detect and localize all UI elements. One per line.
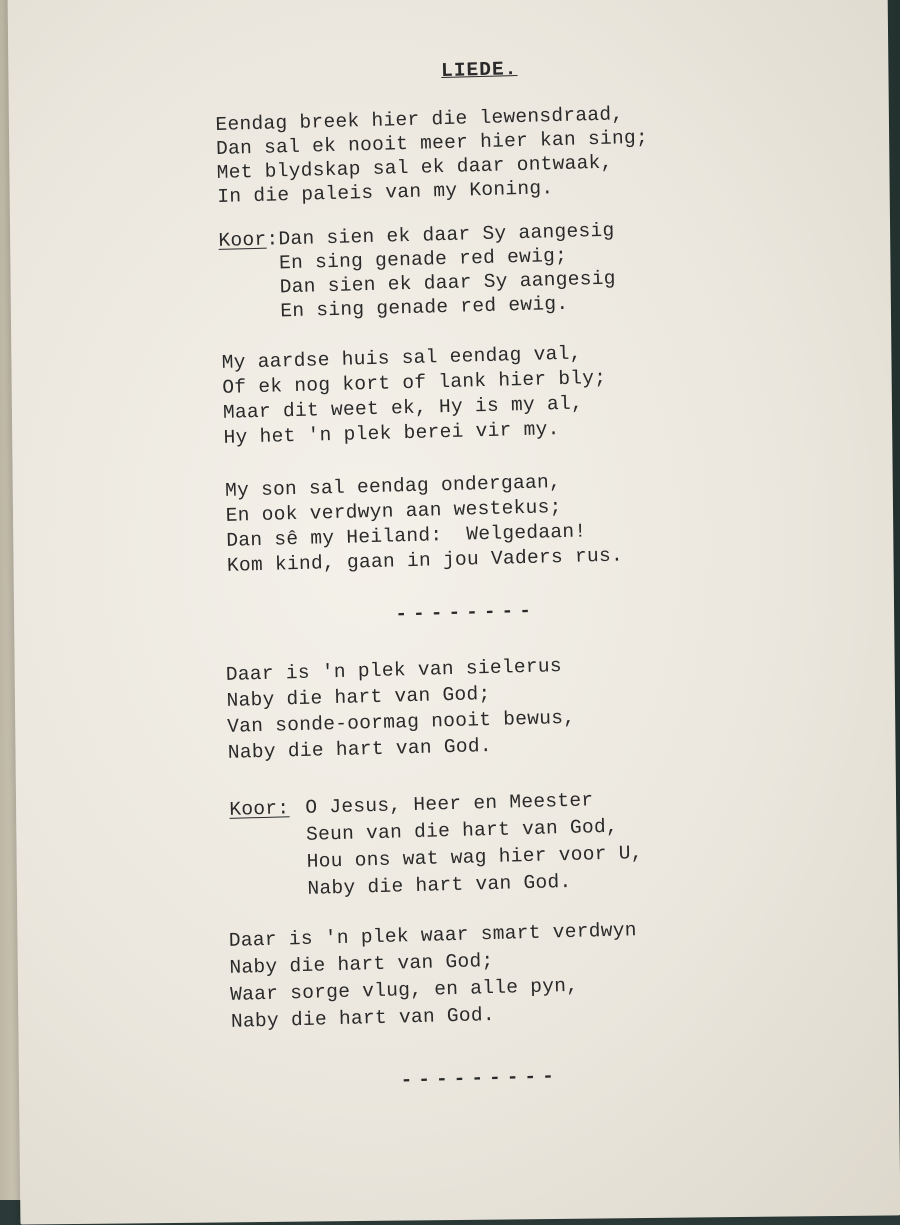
- song2-verse2-line4: Naby die hart van God.: [230, 1003, 496, 1033]
- song1-verse3-line2: En ook verdwyn aan westekus;: [225, 496, 562, 527]
- song1-verse2-line3: Maar dit weet ek, Hy is my al,: [222, 392, 584, 424]
- song1-verse2-line4: Hy het 'n plek berei vir my.: [223, 418, 560, 449]
- song2-chorus-line1: O Jesus, Heer en Meester: [305, 789, 594, 819]
- song1-verse1-line1: Eendag breek hier die lewensdraad,: [215, 103, 624, 136]
- song1-chorus-label: Koor: [218, 228, 267, 252]
- song1-verse1-line3: Met blydskap sal ek daar ontwaak,: [216, 151, 613, 184]
- song2-verse2-line1: Daar is 'n plek waar smart verdwyn: [228, 919, 638, 952]
- page-title: LIEDE.: [440, 58, 518, 83]
- song1-verse3-line4: Kom kind, gaan in jou Vaders rus.: [226, 544, 624, 577]
- song1-verse1-line2: Dan sal ek nooit meer hier kan sing;: [215, 126, 649, 160]
- song2-verse2-line3: Waar sorge vlug, en alle pyn,: [229, 974, 579, 1006]
- song2-verse1-line1: Daar is 'n plek van sielerus: [225, 655, 563, 686]
- song1-chorus-line3: Dan sien ek daar Sy aangesig: [279, 267, 616, 299]
- song2-verse1-line2: Naby die hart van God;: [226, 682, 491, 712]
- song2-chorus-line4: Naby die hart van God.: [307, 870, 572, 900]
- song2-chorus-label: Koor:: [229, 797, 290, 821]
- song1-chorus-line1: Dan sien ek daar Sy aangesig: [278, 219, 615, 251]
- song1-chorus-line2: En sing genade red ewig;: [278, 244, 568, 275]
- song1-chorus-colon: :: [266, 228, 279, 251]
- song1-verse3-line1: My son sal eendag ondergaan,: [224, 471, 562, 502]
- song1-verse3-line3: Dan sê my Heiland: Welgedaan!: [226, 520, 587, 552]
- song2-chorus-line3: Hou ons wat wag hier voor U,: [306, 842, 644, 873]
- song1-verse1-line4: In die paleis van my Koning.: [217, 177, 554, 208]
- song2-verse2-line2: Naby die hart van God;: [229, 949, 494, 979]
- end-separator: ---------: [400, 1065, 561, 1092]
- song2-verse1-line4: Naby die hart van God.: [227, 734, 493, 764]
- song2-chorus-line2: Seun van die hart van God,: [305, 815, 619, 846]
- song1-chorus-line4: En sing genade red ewig.: [280, 292, 569, 323]
- song1-verse2-line2: Of ek nog kort of lank hier bly;: [222, 366, 607, 399]
- song1-verse2-line1: My aardse huis sal eendag val,: [221, 342, 582, 374]
- song-separator: --------: [395, 599, 538, 626]
- song2-verse1-line3: Van sonde-oormag nooit bewus,: [226, 706, 576, 738]
